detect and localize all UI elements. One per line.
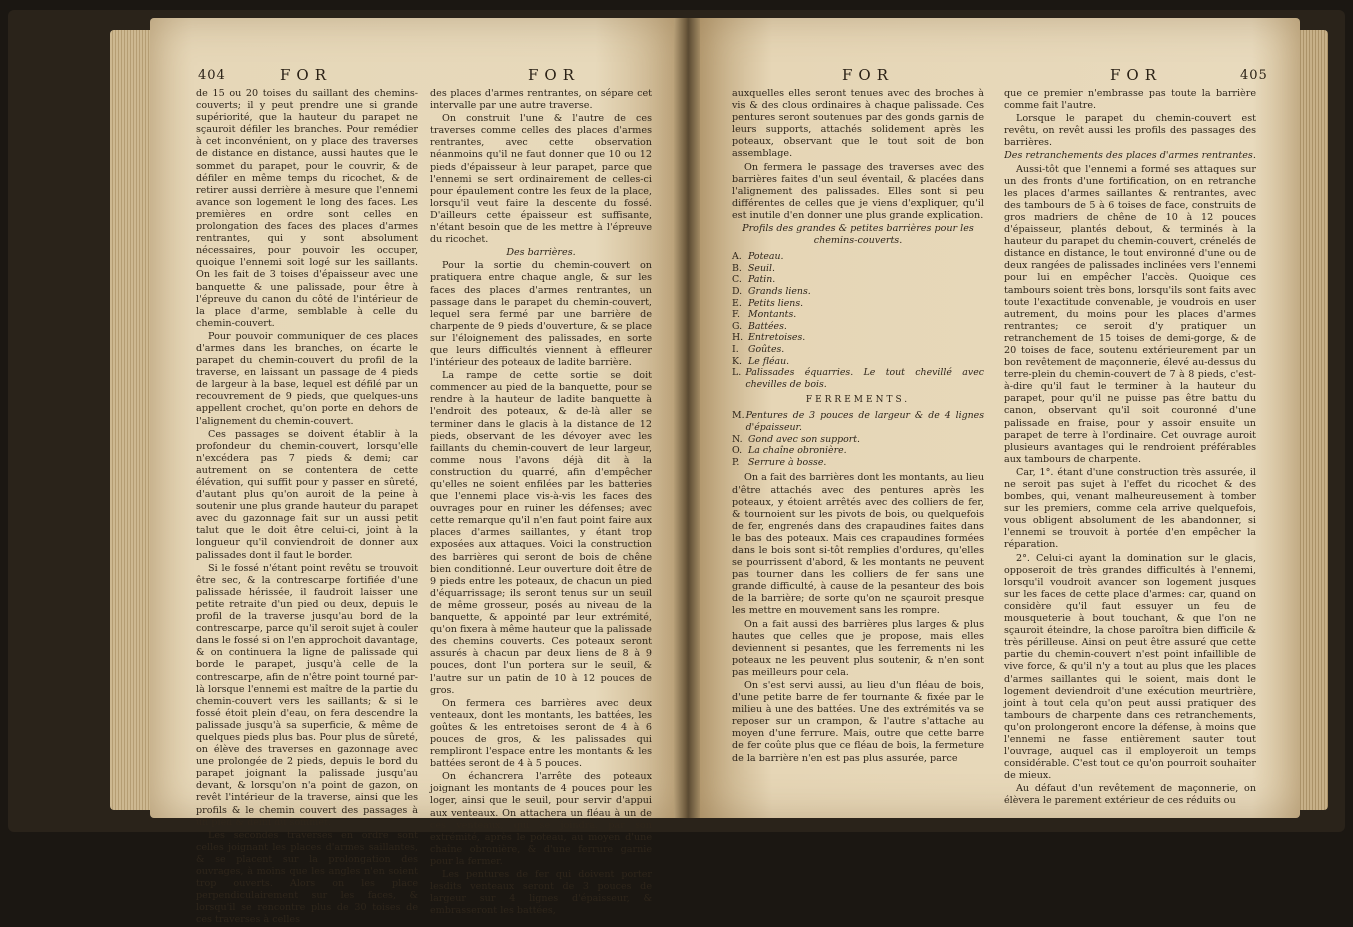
legend-value: Seuil.	[748, 262, 775, 274]
left-page	[150, 18, 674, 926]
book-gutter	[674, 18, 700, 818]
legend-value: Le fléau.	[748, 355, 790, 367]
paragraph: de 15 ou 20 toises du saillant des chemins-couverts; il y peut prendre une si grande supériorité, que la hauteur du parapet ne sçauroit défiler les branches. Pour remédier à cet inconvénient, on y place des traverses de distance en distance, aussi hautes que le sommet du parapet, pour le couvrir, & de défiler en même temps du ricochet, & de retirer aussi derrière à mesure que l'ennemi avance son logement le long des faces. Les premières en ordre sont celles en prolongation des faces des places d'armes rentrantes, qui y sont absolument nécessaires, pour pouvoir les occuper, quoique l'ennemi soit logé sur les saillants. On les fait de 3 toises d'épaisseur avec une banquette & une palissade, pour être à l'épreuve du canon du côté de l'intérieur de la place d'arme, semblable à celle du chemin-couvert.	[196, 88, 418, 329]
legend-key: L.	[732, 367, 742, 379]
legend-value: Poteau.	[748, 251, 784, 263]
paragraph: que ce premier n'embrasse pas toute la barrière comme fait l'autre.	[1004, 88, 1256, 112]
text-column-3	[732, 88, 984, 766]
page-number: 405	[1240, 68, 1268, 83]
paragraph: des places d'armes rentrantes, on sépare cet intervalle par une autre traverse.	[430, 88, 652, 112]
legend-item	[732, 457, 984, 469]
text-column-1	[196, 88, 418, 927]
legend-key: O.	[732, 445, 743, 457]
legend-key: H.	[732, 332, 744, 344]
legend-value: Pentures de 3 pouces de largeur & de 4 lignes d'épaisseur.	[745, 410, 984, 434]
section-heading: Profils des grandes & petites barrières pour les chemins-couverts.	[742, 223, 974, 247]
paragraph: Si le fossé n'étant point revêtu se trouvoit être sec, & la contrescarpe fortifiée d'une palissade hérissée, il faudroit laisser une petite retraite d'un pied ou deux, depuis le profil de la traverse jusqu'au bord de la contrescarpe, parce qu'il seroit sujet à couler dans le fossé si on l'en approchoit davantage, & on continuera la ligne de palissade qui borde le parapet, jusqu'à celle de la contrescarpe, afin de n'être point tourné par-là lorsque l'ennemi est maître de la partie du chemin-couvert vers les saillants; & si le fossé étoit plein d'eau, on fera descendre la palissade jusqu'à sa superficie, & même de quelques pieds plus bas. Pour plus de sûreté, on élève des traverses en gazonnage avec une prolongée de 2 pieds, depuis le bord du parapet joignant la palissade jusqu'au devant, & lorsqu'on n'a point de gazon, on revêt l'intérieur de la traverse, ainsi que les profils & le chemin couvert des passages à un pied & demi du sommet.	[196, 562, 418, 828]
legend-value: Palissades équarries. Le tout chevillé avec chevilles de bois.	[745, 367, 984, 390]
running-head: FOR	[1110, 66, 1162, 84]
paragraph: 2°. Celui-ci ayant la domination sur le glacis, opposeroit de très grandes difficultés à l'ennemi, lorsqu'il voudroit avancer son logement jusques sur les faces de cette place d'armes: car, quand on considère qu'il faut essuyer un feu de mousqueterie à bout touchant, & que l'on ne sçauroit éteindre, la chose paroîtra bien difficile & très périlleuse. Ainsi on peut être assuré que cette partie du chemin-couvert n'est point infaillible de vive force, & qu'il n'y a tout au plus que les places d'armes saillantes qui le soient, mais dont le logement deviendroit d'une exécution meurtrière, joint à tout cela qu'on peut aussi pratiquer des tambours de charpente dans ces retranchements, qu'on prolongeront encore la défense, à moins que l'ennemi ne fasse entièrement sauter tout l'ouvrage, auquel cas il employeroit un temps considérable. C'est tout ce qu'on pourroit souhaiter de mieux.	[1004, 552, 1256, 782]
legend-key: P.	[732, 456, 740, 468]
legend-key: I.	[732, 343, 739, 355]
legend-value: Grands liens.	[748, 286, 811, 297]
paragraph: Les secondes traverses en ordre sont celles joignant les places d'armes saillantes, & se placent sur la prolongation des ouvrages, à moins que les angles n'en soient trop ouverts. Alors on les place perpendiculairement sur les faces, & lorsqu'il se rencontre plus de 30 toises de ces traverses à celles	[196, 829, 418, 926]
legend-item	[732, 344, 984, 356]
legend-key: B.	[732, 262, 742, 274]
legend-key: A.	[732, 251, 742, 263]
paragraph: On a fait des barrières dont les montants, au lieu d'être attachés avec des pentures après les poteaux, y étoient arrêtés avec des colliers de fer, & tournoient sur les pivots de bois, ou quelquefois de fer, engrenés dans des crapaudines faites dans le bas des poteaux. Mais ces crapaudines formées dans le bois sont si-tôt remplies d'ordures, qu'elles se pourrissent d'abord, & les montants ne peuvent pas tourner dans les colliers de fer sans une grande difficulté, à cause de la pesanteur des bois de la barrière; de sorte qu'on ne sçauroit presque les mettre en mouvement sans les rompre.	[732, 472, 984, 617]
paragraph: Pour la sortie du chemin-couvert on pratiquera entre chaque angle, & sur les faces des places d'armes rentrantes, un passage dans le parapet du chemin-couvert, lequel sera fermé par une barrière de charpente de 9 pieds d'ouverture, & se place sur l'éloignement des palissades, en sorte que leurs difficultés viennent à effleurer l'intérieur des poteaux de ladite barrière.	[430, 260, 652, 369]
running-head: FOR	[528, 66, 580, 84]
legend-item	[732, 445, 984, 457]
legend-item	[732, 309, 984, 321]
legend-item	[732, 286, 984, 298]
paragraph: Aussi-tôt que l'ennemi a formé ses attaques sur un des fronts d'une fortification, on en retranche les places d'armes saillantes & rentrantes, avec des tambours de 5 à 6 toises de face, construits de gros madriers de chêne de 10 à 12 pouces d'épaisseur, plantés debout, & terminés à la hauteur du parapet du chemin-couvert, crénelés de distance en distance, le tout environné d'une ou de deux rangées de palissades inclinées vers l'ennemi pour lui en empêcher l'accès. Quoique ces tambours soient très bons, lorsqu'ils sont faits avec toute l'exactitude convenable, je voudrois en user autrement, du moins pour les places d'armes rentrantes; ce seroit d'y pratiquer un retranchement de 15 toises de demi-gorge, & de 20 toises de face, soutenu extérieurement par un bon revêtement de maçonnerie, élevé au-dessus du terre-plein du chemin-couvert de 7 à 8 pieds, c'est-à-dire qu'il faut le terminer à la hauteur du parapet, pour qu'il ne puisse pas être battu du canon, observant qu'il soit couronné d'une palissade en fraise, pour y assoir ensuite un parapet de terre à l'ordinaire. Cet ouvrage auroit plusieurs avantages qui le rendroient préférables aux tambours de charpente.	[1004, 163, 1256, 465]
legend-key: C.	[732, 274, 742, 286]
legend-item	[732, 263, 984, 275]
legend-value: Entretoises.	[748, 332, 806, 344]
paragraph: On échancrera l'arrête des poteaux joignant les montants de 4 pouces pour les loger, ainsi que le seuil, pour servir d'appui aux venteaux. On attachera un fléau à un de ces venteaux, qui se joindra, par son extrémité, après le poteau, au moyen d'une chaîne obronière, & d'une ferrure garnie pour la fermer.	[430, 771, 652, 867]
right-page-edges	[1298, 30, 1328, 810]
legend-value: Patin.	[748, 274, 776, 286]
legend-value: La chaîne obronière.	[748, 445, 847, 457]
legend-value: Gond avec son support.	[748, 433, 861, 445]
paragraph: Pour pouvoir communiquer de ces places d'armes dans les branches, on écarte le parapet du chemin-couvert du profil de la traverse, en laissant un passage de 4 pieds de largeur à la base, lequel est défilé par un recouvrement de 9 pieds, que quelques-uns appellent crochet, qu'on porte en dehors de l'alignement du chemin-couvert.	[196, 330, 418, 427]
parts-legend	[732, 251, 984, 390]
paragraph: La rampe de cette sortie se doit commencer au pied de la banquette, pour se rendre à la hauteur de ladite banquette à l'endroit des poteaux, & de-là aller se terminer dans le glacis à la distance de 12 pieds, observant de les dévoyer avec les faillants du chemin-couvert de leur largeur, comme nous l'avons déjà dit à la construction du quarré, afin d'empêcher qu'elles ne soient enfilées par les batteries que l'ennemi place vis-à-vis les faces des ouvrages pour en ruiner les défenses; avec cette remarque qu'il n'en faut point faire aux places d'armes saillantes, y étant trop exposées aux attaques. Voici la construction des barrières qui seront de bois de chêne bien conditionné. Leur ouverture doit être de 9 pieds entre les poteaux, de chacun un pied d'équarrissage; ils seront tenus sur un seuil de même grosseur, posés au niveau de la banquette, & appointé par leur extrémité, qu'on fixera à même hauteur que la palissade des chemins couverts. Ces poteaux seront assurés à chacun par deux liens de 8 à 9 pouces, dont l'un portera sur le seuil, & l'autre sur un patin de 10 à 12 pouces de gros.	[430, 370, 652, 696]
legend-value: Goûtes.	[748, 343, 785, 355]
legend-key: N.	[732, 433, 743, 445]
legend-item	[732, 434, 984, 446]
page-number: 404	[198, 68, 226, 83]
section-heading: FERREMENTS.	[805, 395, 911, 406]
legend-key: G.	[732, 320, 743, 332]
hardware-legend	[732, 410, 984, 468]
paragraph: Au défaut d'un revêtement de maçonnerie, on élèvera le parement extérieur de ces réduits ou	[1004, 783, 1256, 807]
legend-item	[732, 410, 984, 433]
legend-item	[732, 356, 984, 368]
paragraph: On fermera ces barrières avec deux venteaux, dont les montants, les battées, les goûtes & les entretoises seront de 4 à 6 pouces de gros, & les palissades qui rempliront l'espace entre les montants & les battées seront de 4 à 5 pouces.	[430, 697, 652, 770]
paragraph: auxquelles elles seront tenues avec des broches à vis & des clous ordinaires à chaque palissade. Ces pentures seront soutenues par des gonds garnis de leurs supports, attachés solidement après les poteaux, observant que le tout soit de bon assemblage.	[732, 88, 984, 160]
legend-item	[732, 332, 984, 344]
left-page-edges	[110, 30, 152, 810]
paragraph: On construit l'une & l'autre de ces traverses comme celles des places d'armes rentrantes, avec cette observation néanmoins qu'il ne faut donner que 10 ou 12 pieds d'épaisseur à leur parapet, parce que l'ennemi se sert ordinairement de celles-ci pour épaulement contre les feux de la place, lorsqu'il veut faire la descente du fossé. D'ailleurs cette épaisseur est suffisante, n'étant besoin que de les mettre à l'épreuve du ricochet.	[430, 113, 652, 246]
legend-value: Battées.	[748, 320, 787, 332]
legend-item	[732, 298, 984, 310]
text-column-2	[430, 88, 652, 918]
paragraph: On fermera le passage des traverses avec des barrières faites d'un seul éventail, & placées dans l'alignement des palissades. Elles sont si peu différentes de celles que je viens d'expliquer, qu'il est inutile d'en donner une plus grande explication.	[732, 161, 984, 221]
legend-value: Petits liens.	[748, 297, 804, 309]
legend-value: Serrure à bosse.	[748, 456, 827, 468]
legend-key: M.	[732, 410, 745, 422]
running-head: FOR	[280, 66, 332, 84]
legend-key: K.	[732, 355, 742, 367]
legend-item	[732, 251, 984, 263]
legend-item	[732, 274, 984, 286]
running-head: FOR	[842, 66, 894, 84]
section-heading: Des retranchements des places d'armes rentrantes.	[1004, 150, 1256, 162]
paragraph: Ces passages se doivent établir à la profondeur du chemin-couvert, lorsqu'elle n'excédera pas 7 pieds & demi; car autrement on se contentera de cette élévation, qui suffit pour y passer en sûreté, d'autant plus qu'on auroit de la peine à soutenir une plus grande hauteur du parapet avec du gazonnage fait sur un aussi petit talut que le doit être celui-ci, joint à la longueur qu'il conviendroit de donner aux palissades dont il faut le border.	[196, 428, 418, 561]
legend-key: D.	[732, 286, 743, 297]
legend-item	[732, 321, 984, 333]
text-column-4	[1004, 88, 1256, 809]
legend-key: F.	[732, 309, 741, 321]
legend-value: Montants.	[748, 309, 797, 321]
legend-key: E.	[732, 297, 742, 309]
paragraph: Car, 1°. étant d'une construction très assurée, il ne seroit pas sujet à l'effet du ricochet & des bombes, qui, venant malheureusement à tomber sur les premiers, comme cela arrive quelquefois, vous obligent absolument de les abandonner, si l'ennemi se trouvoit à portée d'en empêcher la réparation.	[1004, 466, 1256, 551]
paragraph: Lorsque le parapet du chemin-couvert est revêtu, on revêt aussi les profils des passages des barrières.	[1004, 113, 1256, 149]
section-heading: Des barrières.	[506, 247, 576, 259]
paragraph: On a fait aussi des barrières plus larges & plus hautes que celles que je propose, mais elles deviennent si pesantes, que les ferrements ni les poteaux ne les peuvent plus soutenir, & n'en sont pas meilleurs pour cela.	[732, 618, 984, 678]
legend-item	[732, 367, 984, 390]
paragraph: Les pentures de fer qui doivent porter lesdits venteaux seront de 3 pouces de largeur sur 4 lignes d'épaisseur, & embrasseront les battées,	[430, 869, 652, 917]
paragraph: On s'est servi aussi, au lieu d'un fléau de bois, d'une petite barre de fer tournante & fixée par le milieu à une des battées. Une des extrémités va se reposer sur un crampon, & l'autre s'attache au moyen d'une ferrure. Mais, outre que cette barre de fer coûte plus que ce fléau de bois, la fermeture de la barrière n'en est pas plus assurée, parce	[732, 680, 984, 764]
right-page	[700, 18, 1300, 818]
